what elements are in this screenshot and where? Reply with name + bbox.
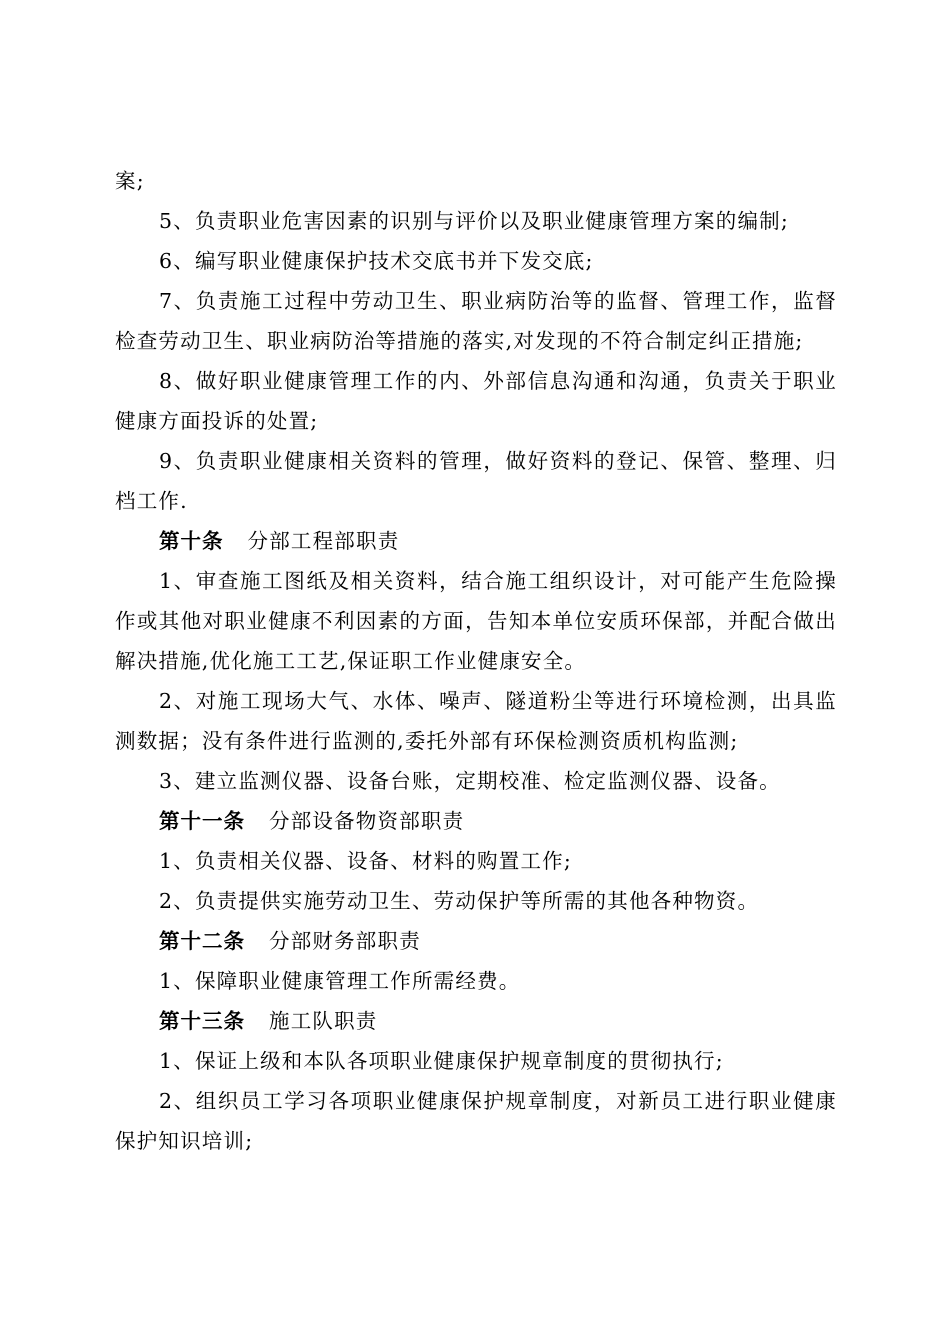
article-title: 分部设备物资部职责 (269, 809, 465, 833)
article-title: 分部财务部职责 (269, 929, 421, 953)
paragraph: 2、对施工现场大气、水体、噪声、隧道粉尘等进行环境检测，出具监测数据；没有条件进行监测的,委托外部有环保检测资质机构监测; (115, 689, 837, 753)
article-heading (115, 1001, 837, 1041)
article-number: 第十二条 (159, 929, 245, 953)
paragraph: 8、做好职业健康管理工作的内、外部信息沟通和沟通，负责关于职业健康方面投诉的处置; (115, 369, 837, 433)
document-body (115, 161, 837, 1161)
article-number: 第十三条 (159, 1009, 245, 1033)
paragraph: 1、负责相关仪器、设备、材料的购置工作; (159, 849, 572, 873)
article-title: 施工队职责 (269, 1009, 378, 1033)
paragraph: 3、建立监测仪器、设备台账，定期校准、检定监测仪器、设备。 (159, 769, 781, 793)
paragraph: 1、保证上级和本队各项职业健康保护规章制度的贯彻执行; (159, 1049, 724, 1073)
paragraph: 6、编写职业健康保护技术交底书并下发交底; (159, 249, 594, 273)
article-title: 分部工程部职责 (247, 529, 400, 553)
paragraph: 9、负责职业健康相关资料的管理，做好资料的登记、保管、整理、归档工作. (115, 449, 837, 513)
article-number: 第十条 (159, 529, 224, 553)
paragraph: 2、组织员工学习各项职业健康保护规章制度，对新员工进行职业健康保护知识培训; (115, 1089, 837, 1153)
paragraph: 7、负责施工过程中劳动卫生、职业病防治等的监督、管理工作，监督检查劳动卫生、职业病防治等措施的落实,对发现的不符合制定纠正措施; (115, 289, 837, 353)
article-heading (115, 801, 837, 841)
article-heading (115, 921, 837, 961)
paragraph: 案; (115, 169, 145, 193)
paragraph: 2、负责提供实施劳动卫生、劳动保护等所需的其他各种物资。 (159, 889, 760, 913)
article-number: 第十一条 (159, 809, 245, 833)
paragraph: 1、保障职业健康管理工作所需经费。 (159, 969, 521, 993)
paragraph: 5、负责职业危害因素的识别与评价以及职业健康管理方案的编制; (159, 209, 789, 233)
paragraph: 1、审查施工图纸及相关资料，结合施工组织设计，对可能产生危险操作或其他对职业健康不利因素的方面，告知本单位安质环保部，并配合做出解决措施,优化施工工艺,保证职工作业健康安全。 (115, 569, 837, 673)
article-heading (115, 521, 837, 561)
